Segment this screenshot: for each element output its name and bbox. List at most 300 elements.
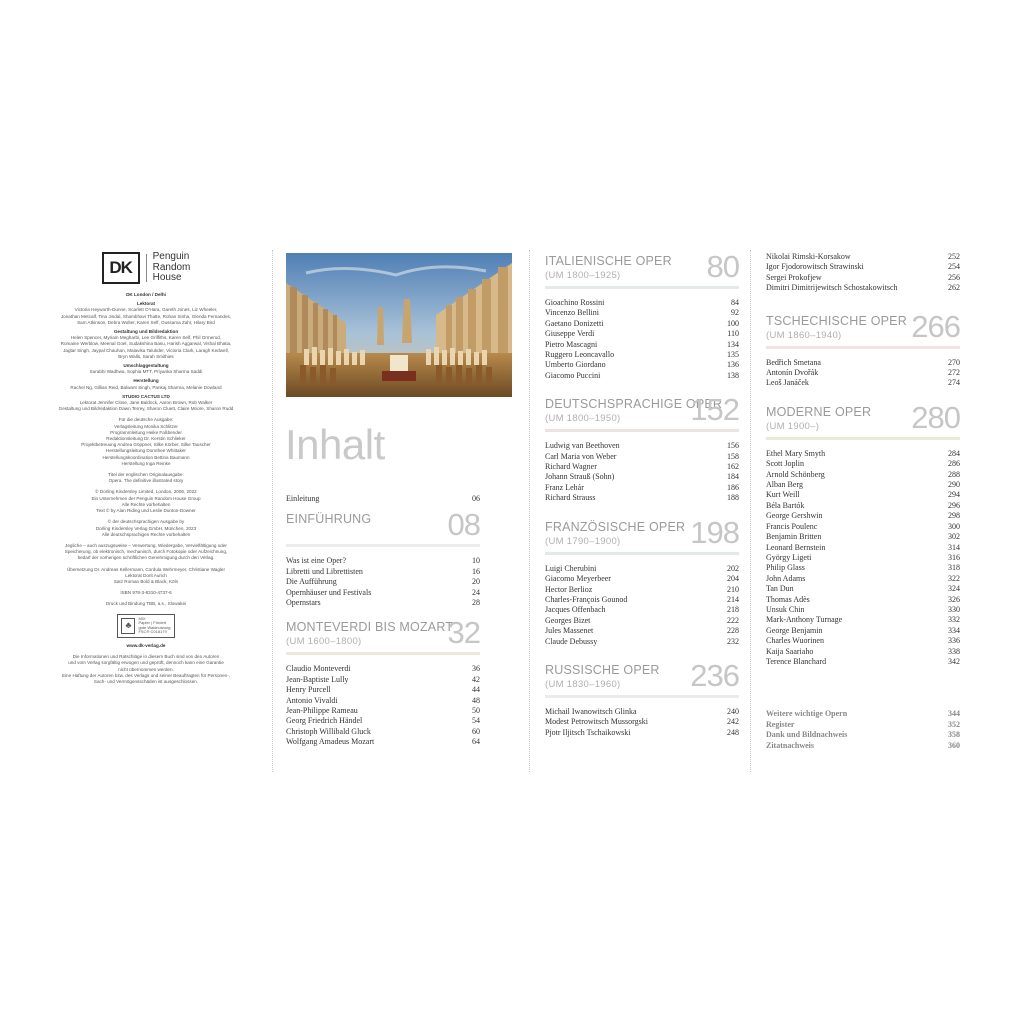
toc-entry[interactable]: [545, 595, 739, 605]
imprint-block: [30, 590, 262, 596]
entry-title: Charles-François Gounod: [545, 594, 628, 604]
publisher-logo: [30, 252, 262, 284]
toc-entry[interactable]: [545, 616, 739, 626]
entry-title: Wolfgang Amadeus Mozart: [286, 737, 375, 747]
entry-page: 314: [948, 542, 960, 552]
imprint-line: Helen Spencer, Myriam Megharbi, Lee Griffiths, Karen Self, Phil Ormerod,: [70, 335, 222, 341]
toc-entry[interactable]: [286, 685, 480, 695]
imprint-line: Jonathan Metcalf, Tina Jindal, Shambhavi Thatte, Rohan Sinha, Glenda Fernandes,: [60, 313, 232, 319]
entry-page: 254: [948, 262, 960, 272]
section-page-number: 198: [690, 514, 739, 550]
entry-page: 10: [472, 556, 480, 566]
section-heading[interactable]: [286, 507, 480, 547]
section-heading[interactable]: [545, 249, 739, 289]
toc-entry[interactable]: [766, 647, 960, 657]
toc-entry[interactable]: [286, 567, 480, 577]
entry-page: 214: [727, 594, 739, 604]
imprint-line: Victoria Heyworth-Dunne, Scarlett O'Hara, Gareth Jones, Liz Wheeler,: [74, 307, 218, 313]
imprint-line: Rachel Ng, Gillian Reid, Balwant Singh, Pankaj Sharma, Melanie Dowland: [70, 384, 222, 390]
entry-page: 64: [472, 737, 480, 747]
entry-title: Opernhäuser und Festivals: [286, 587, 372, 597]
imprint-block: [30, 472, 262, 484]
entry-title: Dimitri Dimitrijewitsch Schostakowitsch: [766, 283, 898, 293]
entry-page: 334: [948, 625, 960, 635]
entry-title: Jean-Philippe Rameau: [286, 706, 358, 716]
fsc-tree-icon: ♣: [121, 618, 135, 634]
entry-page: 186: [727, 482, 739, 492]
toc-entry[interactable]: [286, 598, 480, 608]
entry-page: 48: [472, 695, 480, 705]
toc-entry[interactable]: [766, 522, 960, 532]
entry-title: Jules Massenet: [545, 626, 594, 636]
toc-entry[interactable]: [286, 588, 480, 598]
entry-page: 262: [948, 283, 960, 293]
section-title: DEUTSCHSPRACHIGE OPER: [545, 397, 723, 412]
entry-title: Libretti und Librettisten: [286, 566, 363, 576]
entry-page: 110: [727, 329, 739, 339]
entry-title: György Ligeti: [766, 552, 812, 562]
entry-page: 24: [472, 587, 480, 597]
imprint-line: bedarf der vorherigen schriftlichen Genehmigung durch den Verlag.: [77, 555, 215, 561]
toc-entry[interactable]: [766, 615, 960, 625]
imprint-line: Programmleitung Heike Faßbender: [110, 429, 182, 435]
imprint-line: Lektorat Dorit Aurich: [125, 572, 167, 578]
toc-column-1: [286, 494, 480, 748]
entry-page: 256: [948, 272, 960, 282]
section-period: (UM 1800–1950): [545, 413, 621, 425]
section-heading[interactable]: [545, 514, 739, 555]
toc-section-italienisch: [545, 249, 739, 381]
toc-entry[interactable]: [766, 574, 960, 584]
toc-entry[interactable]: [766, 563, 960, 573]
entry-title: Carl Maria von Weber: [545, 451, 617, 461]
entry-page: 274: [948, 378, 960, 388]
toc-entry[interactable]: [286, 675, 480, 685]
imprint-line: Satz Roman Bold & Black, Köln: [113, 578, 179, 584]
entry-page: 242: [727, 717, 739, 727]
entry-page: 232: [727, 636, 739, 646]
entry-page: 218: [727, 605, 739, 615]
entry-page: 252: [948, 252, 960, 261]
entry-page: 60: [472, 726, 480, 736]
entry-title: George Benjamin: [766, 625, 823, 635]
entry-title: Nikolai Rimski-Korsakow: [766, 252, 851, 261]
section-heading[interactable]: [545, 657, 739, 698]
entry-title: Modest Petrowitsch Mussorgski: [545, 717, 648, 727]
toc-entry[interactable]: [545, 626, 739, 636]
toc-entry[interactable]: [766, 252, 960, 262]
entry-title: Thomas Adès: [766, 594, 810, 604]
entry-page: 210: [727, 584, 739, 594]
entry-title: Giuseppe Verdi: [545, 329, 595, 339]
entry-title: Franz Lehár: [545, 482, 584, 492]
entry-page: 330: [948, 604, 960, 614]
entry-page: 135: [727, 350, 739, 360]
entry-page: 302: [948, 532, 960, 542]
imprint-block: [30, 363, 262, 375]
toc-entry[interactable]: [766, 511, 960, 521]
toc-entry[interactable]: [545, 329, 739, 339]
column-divider: [750, 250, 751, 772]
section-heading[interactable]: [545, 392, 739, 432]
toc-entry[interactable]: [286, 556, 480, 566]
toc-appendix-entry[interactable]: Zitatnachweis 360: [766, 740, 960, 750]
toc-entry[interactable]: [545, 564, 739, 574]
toc-section-tschechisch: [766, 308, 960, 389]
toc-entry-introduction[interactable]: Einleitung 06: [286, 494, 480, 503]
entry-title: Claudio Monteverdi: [286, 664, 351, 674]
imprint-block: [30, 329, 262, 360]
toc-entry[interactable]: [766, 273, 960, 283]
toc-entry[interactable]: [766, 283, 960, 293]
entry-title: Béla Bartók: [766, 500, 805, 510]
entry-title: Leonard Bernstein: [766, 542, 826, 552]
section-page-number: 08: [447, 507, 480, 543]
entry-title: John Adams: [766, 573, 806, 583]
imprint-block: [30, 489, 262, 514]
entry-page: 204: [727, 574, 739, 584]
toc-entry[interactable]: [766, 532, 960, 542]
publisher-url[interactable]: www.dk-verlag.de: [126, 642, 166, 648]
entry-title: Was ist eine Oper?: [286, 556, 346, 566]
toc-section-deutsch: [545, 392, 739, 503]
toc-entry[interactable]: [766, 501, 960, 511]
imprint-block: [30, 543, 262, 562]
toc-entry[interactable]: [545, 493, 739, 503]
entry-page: 332: [948, 615, 960, 625]
imprint-line: Herstellungsleitung Dorothee Whittaker: [106, 448, 186, 454]
imprint-block: [30, 292, 262, 298]
section-period: (UM 1900–): [766, 420, 820, 432]
imprint-line: Dorling Kindersley Verlag GmbH, München, 2023: [95, 525, 197, 531]
toc-entry[interactable]: [766, 584, 960, 594]
section-title: RUSSISCHE OPER: [545, 662, 660, 677]
entry-title: Ruggero Leoncavallo: [545, 350, 615, 360]
imprint-line: © der deutschsprachigen Ausgabe by: [107, 519, 185, 525]
entry-title: Gioachino Rossini: [545, 298, 605, 307]
imprint-line: Jegliche – auch auszugsweise – Verwertung, Wiedergabe, Vervielfältigung oder: [65, 542, 227, 548]
entry-page: 28: [472, 598, 480, 608]
entry-title: Georges Bizet: [545, 615, 591, 625]
entry-title: Georg Friedrich Händel: [286, 716, 363, 726]
imprint-block: [30, 654, 262, 685]
entry-title: George Gershwin: [766, 511, 823, 521]
imprint-heading: Herstellung: [133, 378, 159, 384]
entry-page: 324: [948, 584, 960, 594]
entry-title: Umberto Giordano: [545, 360, 606, 370]
imprint-heading: Gestaltung und Bildredaktion: [113, 329, 179, 335]
entry-page: 336: [948, 636, 960, 646]
entry-title: Giacomo Puccini: [545, 370, 601, 380]
section-title: ITALIENISCHE OPER: [545, 254, 672, 268]
entry-title: Alban Berg: [766, 480, 803, 490]
entry-title: Antonio Vivaldi: [286, 695, 338, 705]
toc-column-2: [545, 249, 739, 738]
entry-title: Claude Debussy: [545, 636, 598, 646]
entry-page: 270: [948, 357, 960, 367]
entry-page: 240: [727, 706, 739, 716]
section-heading[interactable]: [766, 399, 960, 440]
entry-page: 44: [472, 685, 480, 695]
entry-title: Igor Fjodorowitsch Strawinski: [766, 262, 864, 272]
entry-page: 286: [948, 459, 960, 469]
entry-title: Pietro Mascagni: [545, 339, 598, 349]
entry-page: 272: [948, 368, 960, 378]
section-page-number: 280: [911, 399, 960, 435]
imprint-line: Verlagsleitung Monika Schlitzer: [114, 423, 178, 429]
entry-page: 298: [948, 511, 960, 521]
entry-page: 222: [727, 615, 739, 625]
entry-page: 188: [727, 493, 739, 503]
entry-page: 284: [948, 448, 960, 458]
toc-appendix-entry[interactable]: Register 352: [766, 719, 960, 729]
imprint-line: © Dorling Kindersley Limited, London, 2006, 2022: [95, 489, 197, 495]
entry-title: Luigi Cherubini: [545, 563, 597, 573]
imprint-block: [30, 378, 262, 390]
toc-section-monteverdi: [286, 615, 480, 747]
entry-title: Leoš Janáček: [766, 378, 809, 388]
toc-entry[interactable]: [286, 716, 480, 726]
toc-entry[interactable]: [286, 737, 480, 747]
toc-entry[interactable]: [545, 371, 739, 381]
entry-page: 342: [948, 656, 960, 666]
toc-entry[interactable]: [766, 605, 960, 615]
imprint-line: Surabhi Wadhwa, Sophia MTT, Priyanka Sharma Saddi: [89, 369, 203, 375]
entry-title: Richard Wagner: [545, 462, 597, 472]
entry-title: Benjamin Britten: [766, 532, 822, 542]
entry-title: Jean-Baptiste Lully: [286, 674, 349, 684]
entry-page: 92: [731, 308, 739, 318]
entry-page: 156: [727, 441, 739, 451]
entry-title: Richard Strauss: [545, 493, 596, 503]
toc-entry[interactable]: [545, 637, 739, 647]
toc-entry[interactable]: [766, 553, 960, 563]
imprint-line: Bryn Walls, Sarah Smithies: [118, 353, 174, 359]
section-page-number: 80: [706, 249, 739, 284]
entry-page: 42: [472, 674, 480, 684]
toc-entry[interactable]: [286, 577, 480, 587]
entry-title: Sergei Prokofjew: [766, 272, 822, 282]
entry-title: Johann Strauß (Sohn): [545, 472, 615, 482]
entry-title: Kaija Saariaho: [766, 646, 814, 656]
toc-entry[interactable]: [545, 717, 739, 727]
entry-page: 184: [727, 472, 739, 482]
entry-title: Antonín Dvořák: [766, 368, 819, 378]
imprint-line: Opera. The definitive illustrated story: [108, 478, 184, 484]
toc-appendix-entry[interactable]: Weitere wichtige Opern 344: [766, 709, 960, 719]
imprint-line: Alle Rechte vorbehalten: [121, 501, 171, 507]
toc-entry[interactable]: [545, 605, 739, 615]
toc-entry[interactable]: [545, 483, 739, 493]
imprint-block: [30, 301, 262, 326]
imprint-block: [30, 601, 262, 607]
imprint-line: Alle deutschsprachigen Rechte vorbehalten: [101, 531, 191, 537]
entry-title: Arnold Schönberg: [766, 469, 825, 479]
toc-entry[interactable]: [286, 727, 480, 737]
imprint-line: Gestaltung und Bildredaktion Dawn Terrey, Sharon Cluett, Claire Moore, Sharon Rudd: [58, 406, 234, 412]
toc-section-russisch: [545, 657, 739, 738]
entry-title: Die Aufführung: [286, 577, 337, 587]
toc-entry[interactable]: [766, 449, 960, 459]
imprint-line: Lektorat Jennifer Close, Jane Baldock, Aaron Brown, Rob Walker: [79, 400, 213, 406]
toc-entry[interactable]: [766, 358, 960, 368]
imprint-block: [30, 567, 262, 586]
opera-stage-photo: [286, 253, 512, 397]
imprint-line: Ein Unternehmen der Penguin Random House Group: [91, 495, 201, 501]
entry-page: 316: [948, 552, 960, 562]
entry-title: Philip Glass: [766, 563, 805, 573]
toc-entry[interactable]: [545, 319, 739, 329]
entry-title: Giacomo Meyerbeer: [545, 574, 611, 584]
entry-title: Jacques Offenbach: [545, 605, 606, 615]
imprint-line: Herstellungskoordination Bettina Baumann: [102, 454, 190, 460]
imprint-heading: DK London / Delhi: [126, 292, 166, 297]
entry-title: Bedřich Smetana: [766, 357, 821, 367]
entry-title: Unsuk Chin: [766, 604, 805, 614]
toc-entry[interactable]: [766, 459, 960, 469]
toc-entry[interactable]: [766, 262, 960, 272]
entry-page: 20: [472, 577, 480, 587]
toc-entry[interactable]: [545, 441, 739, 451]
toc-entry[interactable]: [545, 360, 739, 370]
imprint-column: [30, 252, 262, 688]
entry-title: Kurt Weill: [766, 490, 800, 500]
toc-section-modern: [766, 399, 960, 668]
imprint-line: Jagtar Singh, Jaypal Chauhan, Malavika Talukder, Victoria Clark, Laragh Kedwell,: [63, 347, 229, 353]
imprint-heading: Umschlaggestaltung: [123, 363, 169, 369]
toc-entry[interactable]: [545, 472, 739, 482]
toc-entry[interactable]: [545, 350, 739, 360]
imprint-line: Für die deutsche Ausgabe:: [118, 417, 174, 423]
imprint-line: und vom Verlag sorgfältig erwogen und geprüft, dennoch kann eine Garantie: [68, 660, 224, 666]
toc-entry[interactable]: [545, 308, 739, 318]
entry-page: 294: [948, 490, 960, 500]
imprint-credits: [30, 292, 262, 685]
toc-section-einfuehrung: [286, 507, 480, 608]
toc-entry[interactable]: [766, 480, 960, 490]
section-heading[interactable]: [286, 615, 480, 655]
entry-title: Francis Poulenc: [766, 521, 818, 531]
toc-section-franzoesisch: [545, 514, 739, 647]
entry-title: Scott Joplin: [766, 459, 805, 469]
entry-page: 228: [727, 626, 739, 636]
dk-logo: DK: [102, 252, 140, 284]
entry-page: 202: [727, 563, 739, 573]
toc-entry[interactable]: [545, 585, 739, 595]
imprint-heading: STUDIO CACTUS LTD: [122, 393, 170, 399]
section-page-number: 236: [690, 657, 739, 693]
section-title: MODERNE OPER: [766, 404, 872, 419]
toc-column-3: [766, 252, 960, 751]
imprint-line: Sach- und Vermögensschäden ist ausgeschlossen.: [93, 678, 199, 684]
toc-entry[interactable]: [766, 636, 960, 646]
imprint-block: [30, 417, 262, 467]
entry-page: 326: [948, 594, 960, 604]
entry-page: 300: [948, 521, 960, 531]
section-title: MONTEVERDI BIS MOZART: [286, 620, 454, 635]
toc-entry[interactable]: [766, 543, 960, 553]
toc-entry[interactable]: [766, 470, 960, 480]
entry-title: Pjotr Iljitsch Tschaikowski: [545, 727, 631, 737]
toc-entry[interactable]: [545, 452, 739, 462]
imprint-line: Projektbetreuung Andrea Göppner, Silke Körber, Silke Tauscher: [81, 442, 211, 448]
entry-page: 290: [948, 480, 960, 490]
entry-title: Terence Blanchard: [766, 656, 827, 666]
toc-entry[interactable]: [766, 657, 960, 667]
toc-entry[interactable]: [766, 626, 960, 636]
entry-title: Gaetano Donizetti: [545, 318, 604, 328]
entry-title: Tan Dun: [766, 584, 794, 594]
entry-page: 50: [472, 706, 480, 716]
section-period: (UM 1600–1800): [286, 636, 362, 648]
entry-page: 338: [948, 646, 960, 656]
toc-entry[interactable]: [545, 707, 739, 717]
toc-entry[interactable]: [545, 574, 739, 584]
imprint-line: Romaine Werblow, Meenal Goel, Sudakshina Basu, Harish Aggarwal, Vishal Bhatia,: [60, 341, 232, 347]
entry-page: 100: [727, 318, 739, 328]
section-page-number: 32: [447, 615, 480, 651]
logo-divider: [146, 254, 147, 282]
imprint-heading: Lektorat: [136, 301, 156, 307]
entry-title: Henry Purcell: [286, 685, 331, 695]
imprint-line: Titel der englischen Originalausgabe:: [108, 472, 184, 478]
penguin-random-house-logo: Penguin Random House: [152, 251, 191, 284]
section-title: EINFÜHRUNG: [286, 512, 372, 527]
fsc-label: ♣ MIX Papier | Fördert gute Waldnutzung FSC® C018179: [117, 614, 174, 638]
entry-page: 54: [472, 716, 480, 726]
entry-page: 318: [948, 563, 960, 573]
entry-title: Mark-Anthony Turnage: [766, 615, 843, 625]
section-title: TSCHECHISCHE OPER: [766, 313, 907, 328]
entry-title: Vincenzo Bellini: [545, 308, 599, 318]
toc-entry[interactable]: [545, 298, 739, 308]
toc-appendix: [766, 709, 960, 751]
imprint-block: [30, 394, 262, 413]
toc-section-russisch-cont: [766, 252, 960, 294]
entry-page: 322: [948, 573, 960, 583]
column-divider: [529, 250, 530, 772]
imprint-line: Die Informationen und Ratschläge in diesem Buch sind von den Autoren: [72, 654, 220, 660]
section-period: (UM 1830–1960): [545, 678, 621, 690]
toc-entry[interactable]: [545, 340, 739, 350]
toc-appendix-entry[interactable]: Dank und Bildnachweis 358: [766, 730, 960, 740]
toc-entry[interactable]: [766, 595, 960, 605]
entry-page: 158: [727, 451, 739, 461]
imprint-line: Redaktionsleitung Dr. Kerstin Schlieker: [106, 436, 186, 442]
entry-title: Ludwig van Beethoven: [545, 441, 620, 451]
imprint-block: [30, 519, 262, 538]
toc-entry[interactable]: [545, 462, 739, 472]
toc-entry[interactable]: [766, 490, 960, 500]
section-heading[interactable]: [766, 308, 960, 349]
imprint-line: Druck und Bindung TBB, a.s., Slowakei: [105, 601, 187, 607]
entry-page: 288: [948, 469, 960, 479]
toc-entry[interactable]: [766, 368, 960, 378]
toc-entry[interactable]: [766, 378, 960, 388]
toc-entry[interactable]: [545, 728, 739, 738]
toc-entry[interactable]: [286, 664, 480, 674]
toc-entry[interactable]: [286, 706, 480, 716]
entry-page: 162: [727, 462, 739, 472]
entry-page: 134: [727, 339, 739, 349]
entry-title: Opernstars: [286, 598, 321, 608]
page-title: Inhalt: [285, 421, 385, 468]
section-title: FRANZÖSISCHE OPER: [545, 519, 686, 534]
imprint-line: Übersetzung Dr. Andreas Kellermann, Cordula Wehrmeyer, Christiane Wagler: [66, 566, 226, 572]
toc-entry[interactable]: [286, 696, 480, 706]
entry-page: 136: [727, 360, 739, 370]
entry-page: 248: [727, 727, 739, 737]
